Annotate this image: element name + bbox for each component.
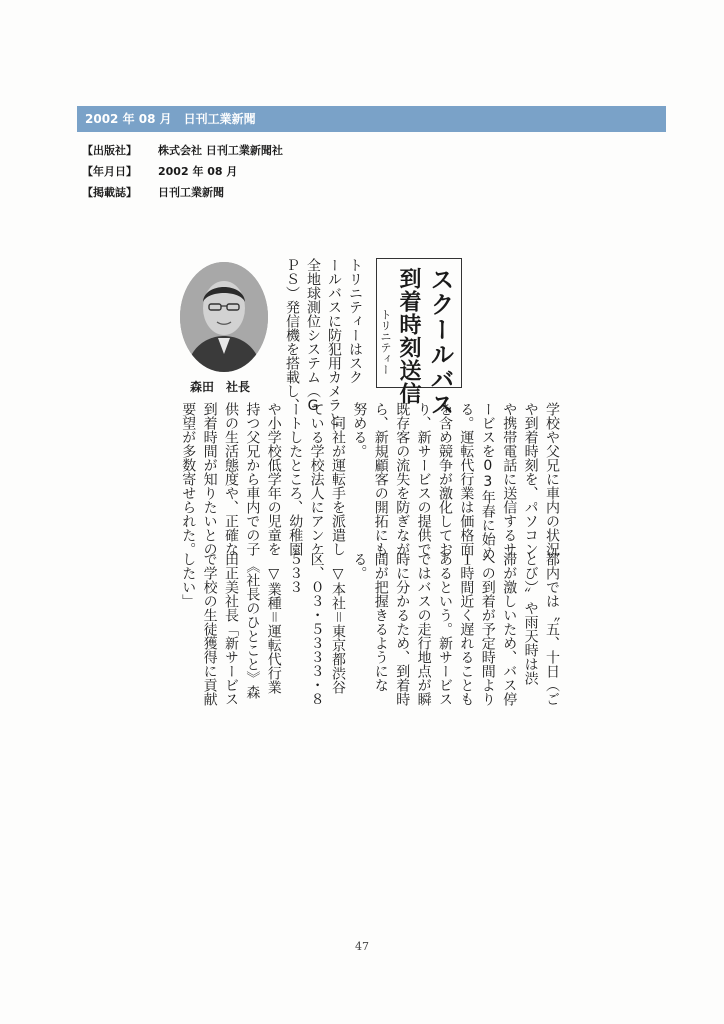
- meta-value: 株式会社 日刊工業新聞社: [158, 144, 283, 157]
- text-column: り、新サービスの提供で: [415, 402, 432, 556]
- portrait-image: [180, 262, 268, 372]
- text-column: 滞が激しいため、バス停: [501, 552, 518, 706]
- text-column: 持つ父兄から車内での子: [244, 402, 261, 556]
- text-column: 都内では〝五、十日（ご: [544, 552, 560, 706]
- text-column: る。運転代行業は価格面: [458, 402, 475, 556]
- meta-key: 【掲載誌】: [82, 186, 137, 199]
- meta-table: [82, 140, 283, 203]
- text-column: や到着時刻を、パソコン: [522, 402, 539, 556]
- text-column: への到着が予定時間より: [479, 552, 496, 706]
- text-column: ら、新規顧客の開拓にも: [372, 402, 389, 556]
- text-column: で学校の生徒獲得に貢献: [201, 552, 218, 706]
- text-column: ービスを03年春に始め: [479, 402, 496, 560]
- text-column: あるという。新サービス: [437, 552, 453, 706]
- meta-key: 【年月日】: [82, 165, 137, 178]
- text-column: １時間近く遅れることも: [458, 552, 475, 706]
- text-column: ▽本社＝東京都渋谷: [330, 552, 346, 694]
- text-column: 田正美社長「新サービス: [223, 552, 239, 706]
- header-title: 2002 年 08 月 日刊工業新聞: [85, 112, 256, 126]
- page-number: 47: [355, 940, 369, 953]
- text-column: トリニティーはスク: [347, 258, 363, 384]
- headline-line-1: スクールバス: [426, 267, 454, 417]
- text-column: を含め競争が激化してお: [437, 402, 453, 556]
- text-column: 努める。: [351, 402, 368, 458]
- text-column: や携帯電話に送信するサ: [501, 402, 518, 556]
- president-photo: [180, 262, 268, 372]
- text-column: とび）〟や雨天時は渋: [522, 552, 539, 685]
- text-column: ではバスの走行地点が瞬: [415, 552, 432, 706]
- text-column: 時に分かるため、到着時: [394, 552, 411, 706]
- text-column: ５３３: [287, 552, 304, 594]
- text-column: 区、０３・５３３３・８: [308, 552, 325, 706]
- text-column: 要望が多数寄せられた。: [180, 402, 197, 556]
- text-column: ートしたところ、幼稚園: [287, 402, 304, 556]
- headline-line-2: 到着時刻送信: [396, 267, 421, 405]
- text-column: ＰＳ）発信機を搭載し、: [284, 258, 300, 412]
- headline-box: [376, 258, 462, 417]
- text-column: 到着時間が知りたいとの: [201, 402, 218, 556]
- text-column: ▽業種＝運転代行業: [265, 552, 282, 694]
- text-column: る。: [351, 552, 368, 580]
- text-column: 間が把握きるようにな: [372, 552, 389, 692]
- company-tag: トリニティー: [379, 309, 392, 375]
- meta-value: 日刊工業新聞: [158, 186, 224, 199]
- text-column: 《社長のひとこと》森: [244, 552, 261, 699]
- meta-row-magazine: [82, 182, 283, 203]
- meta-row-date: [82, 161, 283, 182]
- text-column: 既存客の流失を防ぎなが: [394, 402, 411, 556]
- text-column: 学校や父兄に車内の状況: [544, 402, 560, 556]
- text-column: ている学校法人にアンケ: [308, 402, 325, 556]
- meta-key: 【出版社】: [82, 144, 137, 157]
- text-column: 供の生活態度や、正確な: [223, 402, 239, 556]
- meta-value: 2002 年 08 月: [158, 165, 238, 178]
- photo-caption: 森田 社長: [190, 380, 251, 394]
- text-column: したい」: [180, 552, 197, 608]
- meta-row-publisher: [82, 140, 283, 161]
- header-bar: [77, 106, 666, 132]
- text-column: 同社が運転手を派遣し: [330, 402, 346, 556]
- text-column: ールバスに防犯用カメラと: [326, 258, 342, 426]
- text-column: や小学校低学年の児童を: [265, 402, 282, 556]
- text-column: 全地球測位システム（G: [305, 258, 321, 414]
